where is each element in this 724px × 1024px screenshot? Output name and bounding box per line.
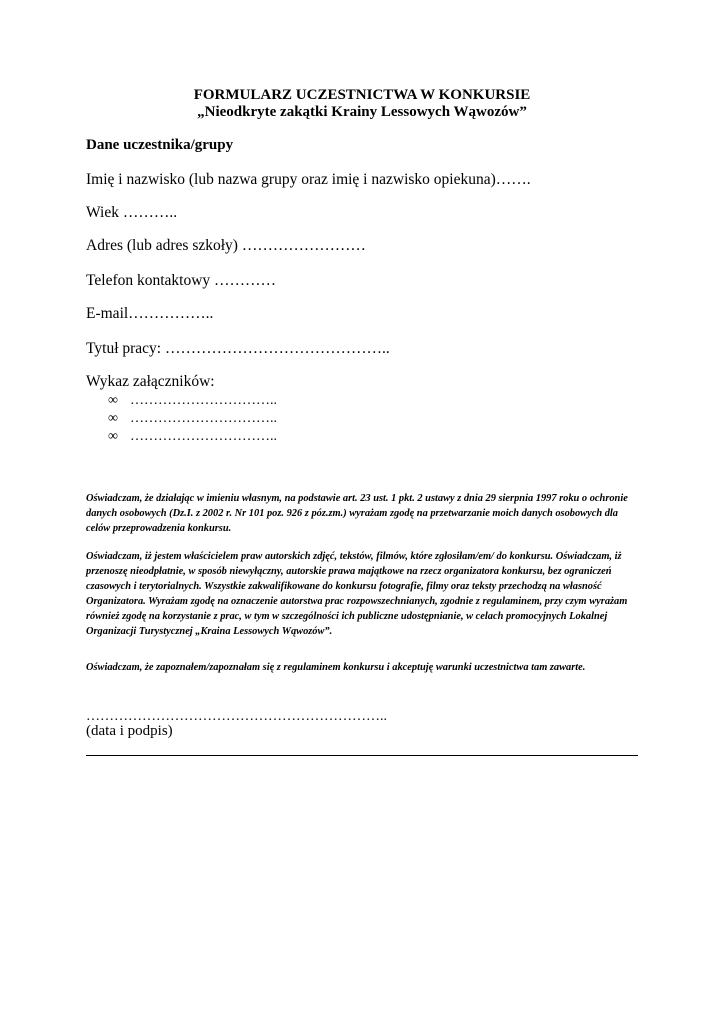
rules-acceptance-statement: Oświadczam, że zapoznałem/zapoznałam się z regulaminem konkursu i akceptuję warunki uczestnictwa tam zawarte. <box>86 662 586 673</box>
infinity-bullet-icon: ∞ <box>108 429 118 444</box>
copyright-statement: Oświadczam, iż jestem właścicielem praw autorskich zdjęć, tekstów, filmów, które zgłosiłam/em/ do konkursu. Oświadczam, iż przenoszę nieodpłatnie, w sposób niewyłączny, autorskie prawa majątkowe na rzecz organizatora konkursu, bez ograniczeń czasowych i terytorialnych. Wszystkie zakwalifikowane do konkursu fotografie, filmy oraz teksty przechodzą na własność Organizatora. Wyrażam zgodę na oznaczenie autorstwa prac rozpowszechnianych, zgodnie z regulaminem, przy czym wyrażam również zgodę na korzystanie z prac, w tym w szczególności ich publiczne udostępnianie, w celach promocyjnych Lokalnej Organizacji Turystycznej „Kraina Lessowych Wąwozów”. <box>86 551 628 637</box>
bottom-divider <box>86 755 638 756</box>
list-item <box>108 410 277 428</box>
contest-name: „Nieodkryte zakątki Krainy Lessowych Wąwozów” <box>197 104 527 120</box>
infinity-bullet-icon: ∞ <box>108 393 118 408</box>
email-field: E-mail…………….. <box>86 305 214 322</box>
work-title-field: Tytuł pracy: …………………………………….. <box>86 340 390 357</box>
attachment-line: ………………………….. <box>130 411 277 426</box>
name-field: Imię i nazwisko (lub nazwa grupy oraz imię i nazwisko opiekuna)……. <box>86 171 531 188</box>
age-field: Wiek ……….. <box>86 204 178 221</box>
data-consent-statement: Oświadczam, że działając w imieniu własnym, na podstawie art. 23 ust. 1 pkt. 2 ustawy z dnia 29 sierpnia 1997 roku o ochronie danych osobowych (Dz.I. z 2002 r. Nr 101 poz. 926 z póz.zm.) wyrażam zgodę na przetwarzanie moich danych osobowych dla celów przeprowadzenia konkursu. <box>86 493 628 534</box>
attachments-list <box>108 392 277 446</box>
list-item <box>108 392 277 410</box>
attachment-line: ………………………….. <box>130 393 277 408</box>
attachments-label: Wykaz załączników: <box>86 373 215 390</box>
infinity-bullet-icon: ∞ <box>108 411 118 426</box>
signature-label: (data i podpis) <box>86 723 173 739</box>
signature-line: ……………………………………………………….. <box>86 709 387 724</box>
participant-section-heading: Dane uczestnika/grupy <box>86 137 234 153</box>
list-item <box>108 428 277 446</box>
address-field: Adres (lub adres szkoły) …………………… <box>86 237 366 254</box>
attachment-line: ………………………….. <box>130 429 277 444</box>
phone-field: Telefon kontaktowy ………… <box>86 272 277 289</box>
form-title: FORMULARZ UCZESTNICTWA W KONKURSIE <box>193 87 531 103</box>
